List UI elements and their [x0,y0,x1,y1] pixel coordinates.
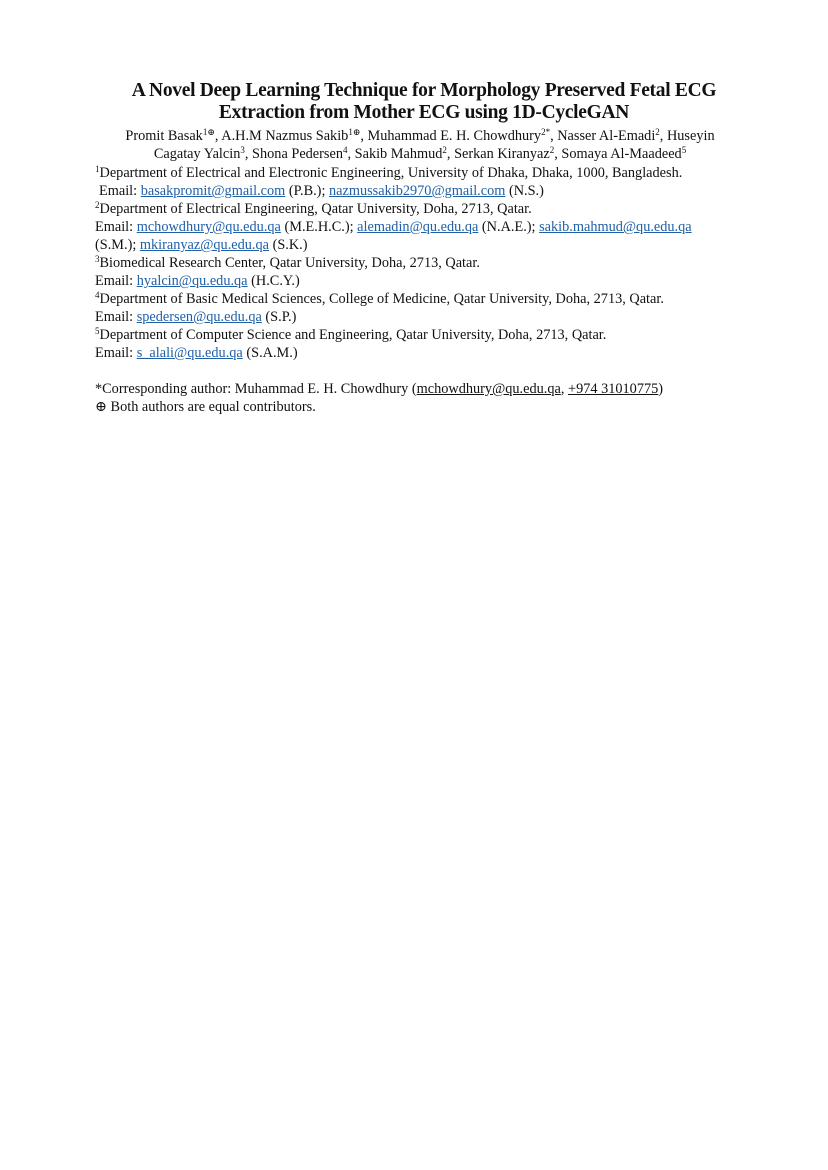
author-sup: 3 [240,145,245,155]
author-name: Huseyin [666,128,715,144]
affiliation-2 [95,200,795,218]
paper-title [60,80,788,124]
corresponding-separator: , [560,381,568,397]
affiliation-5 [95,326,795,344]
affiliation-4 [95,290,795,308]
affiliation-text: Department of Computer Science and Engineering, Qatar University, Doha, 2713, Qatar. [99,327,607,343]
author-line-2: Cagatay Yalcin$^3$, Shona Pedersen$^4$, Sakib Mahmud$^2$, Serkan Kiranyaz$^2$, Somaya Al-Maadeed$^5$ [153,145,687,162]
author-sup: 1⊕ [202,127,215,137]
email-initials: (S.A.M.) [246,345,298,361]
affiliation-text: Department of Basic Medical Sciences, College of Medicine, Qatar University, Doha, 2713, Qatar. [99,291,664,307]
title-line-2: Extraction from Mother ECG using 1D-CycleGAN [218,102,630,123]
author-name: Nasser Al-Emadi [557,128,656,144]
author-sup: 2 [549,145,555,155]
affiliation-2-emails-continued [95,236,795,254]
corresponding-prefix: *Corresponding author: Muhammad E. H. Chowdhury ( [95,381,417,397]
author-name: Promit Basak [125,128,203,144]
corresponding-suffix: ) [658,381,664,397]
affiliation-3 [95,254,795,272]
email-initials: (S.M.); [95,237,137,253]
affiliation-5-emails [95,344,795,362]
author-sup: 4 [342,145,348,155]
author-name: Serkan Kiranyaz [454,146,550,162]
author-list [90,127,750,163]
email-link[interactable]: nazmussakib2970@gmail.com [329,183,506,199]
author-sup: 2* [541,127,551,137]
affiliation-sup: 2 [95,200,100,210]
affiliation-text: Department of Electrical and Electronic Engineering, University of Dhaka, Dhaka, 1000, Bangladesh. [99,165,683,181]
email-link[interactable]: mchowdhury@qu.edu.qa [136,219,281,235]
email-link[interactable]: sakib.mahmud@qu.edu.qa [539,219,692,235]
author-sup: 2 [655,127,660,137]
email-initials: (S.K.) [272,237,308,253]
email-label: Email: [95,219,134,235]
affiliation-text: Department of Electrical Engineering, Qatar University, Doha, 2713, Qatar. [99,201,532,217]
title-line-1: A Novel Deep Learning Technique for Morphology Preserved Fetal ECG [131,80,717,101]
affiliation-1-emails [99,182,799,200]
author-name: Somaya Al-Maadeed [561,146,682,162]
email-link[interactable]: hyalcin@qu.edu.qa [136,273,248,289]
affiliation-sup: 1 [95,164,100,174]
email-link[interactable]: spedersen@qu.edu.qa [136,309,262,325]
author-sup: 5 [681,145,687,155]
author-name: Cagatay Yalcin [153,146,241,162]
affiliation-sup: 4 [95,290,100,300]
email-initials: (S.P.) [265,309,297,325]
author-name: A.H.M Nazmus Sakib [221,128,349,144]
email-label: Email: [95,309,134,325]
author-name: Muhammad E. H. Chowdhury [367,128,542,144]
corresponding-author [95,380,795,398]
author-sup: 1⊕ [348,127,361,137]
author-name: Sakib Mahmud [354,146,443,162]
affiliation-sup: 3 [95,254,100,264]
author-name: Shona Pedersen [252,146,343,162]
affiliation-1 [95,164,795,182]
affiliation-3-emails [95,272,795,290]
email-initials: (M.E.H.C.); [284,219,354,235]
email-link[interactable]: basakpromit@gmail.com [140,183,286,199]
email-link[interactable]: alemadin@qu.edu.qa [357,219,479,235]
author-sup: 2 [442,145,447,155]
email-initials: (P.B.); [288,183,326,199]
email-label: Email: [99,183,138,199]
email-label: Email: [95,273,134,289]
affiliation-4-emails [95,308,795,326]
corresponding-phone-link[interactable]: +974 31010775 [568,381,659,397]
email-initials: (N.A.E.); [481,219,536,235]
affiliation-text: Biomedical Research Center, Qatar University, Doha, 2713, Qatar. [99,255,480,271]
email-label: Email: [95,345,134,361]
email-initials: (H.C.Y.) [251,273,300,289]
corresponding-email-link[interactable]: mchowdhury@qu.edu.qa [416,381,561,397]
author-line-1: Promit Basak$^{1\oplus}$, A.H.M Nazmus Sakib$^{1\oplus}$, Muhammad E. H. Chowdhury$^{2*}$, Nasser Al-Emadi$^2$, Huseyin [125,127,715,144]
email-link[interactable]: s_alali@qu.edu.qa [136,345,243,361]
email-initials: (N.S.) [508,183,544,199]
affiliation-sup: 5 [95,326,100,336]
email-link[interactable]: mkiranyaz@qu.edu.qa [139,237,269,253]
affiliation-2-emails [95,218,795,236]
equal-contribution-note: ⊕ Both authors are equal contributors. [95,399,316,415]
